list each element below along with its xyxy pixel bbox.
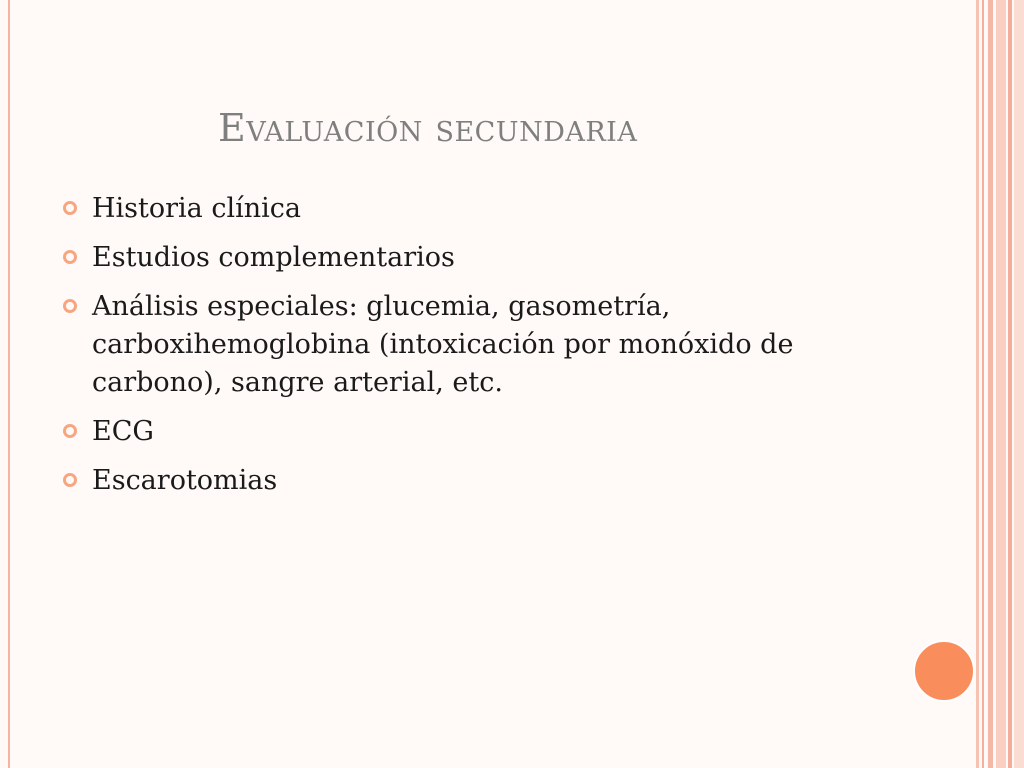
bullet-text: Estudios complementarios <box>92 242 455 273</box>
bullet-item <box>62 462 882 500</box>
slide-title: Evaluación secundaria <box>218 106 638 150</box>
ring-bullet-icon <box>62 423 78 439</box>
bullet-list <box>62 190 882 511</box>
ring-bullet-icon <box>62 472 78 488</box>
bullet-item <box>62 413 882 451</box>
left-border-line <box>8 0 10 768</box>
bullet-item <box>62 239 882 277</box>
ring-bullet-icon <box>62 298 78 314</box>
ring-bullet-icon <box>62 200 78 216</box>
bullet-item <box>62 190 882 228</box>
right-stripe <box>976 0 979 768</box>
bullet-text: Análisis especiales: glucemia, gasometría, carboxihemoglobina (intoxicación por monóxido de carbono), sangre arterial, etc. <box>92 291 794 398</box>
right-stripe <box>988 0 993 768</box>
right-stripe <box>1014 0 1024 768</box>
ring-bullet-icon <box>62 249 78 265</box>
decorative-circle <box>913 640 975 702</box>
bullet-text: Escarotomias <box>92 465 278 496</box>
bullet-text: Historia clínica <box>92 193 301 224</box>
right-stripe <box>996 0 1006 768</box>
bullet-item <box>62 288 882 402</box>
bullet-text: ECG <box>92 416 154 447</box>
right-stripe <box>1008 0 1012 768</box>
right-stripe <box>982 0 984 768</box>
